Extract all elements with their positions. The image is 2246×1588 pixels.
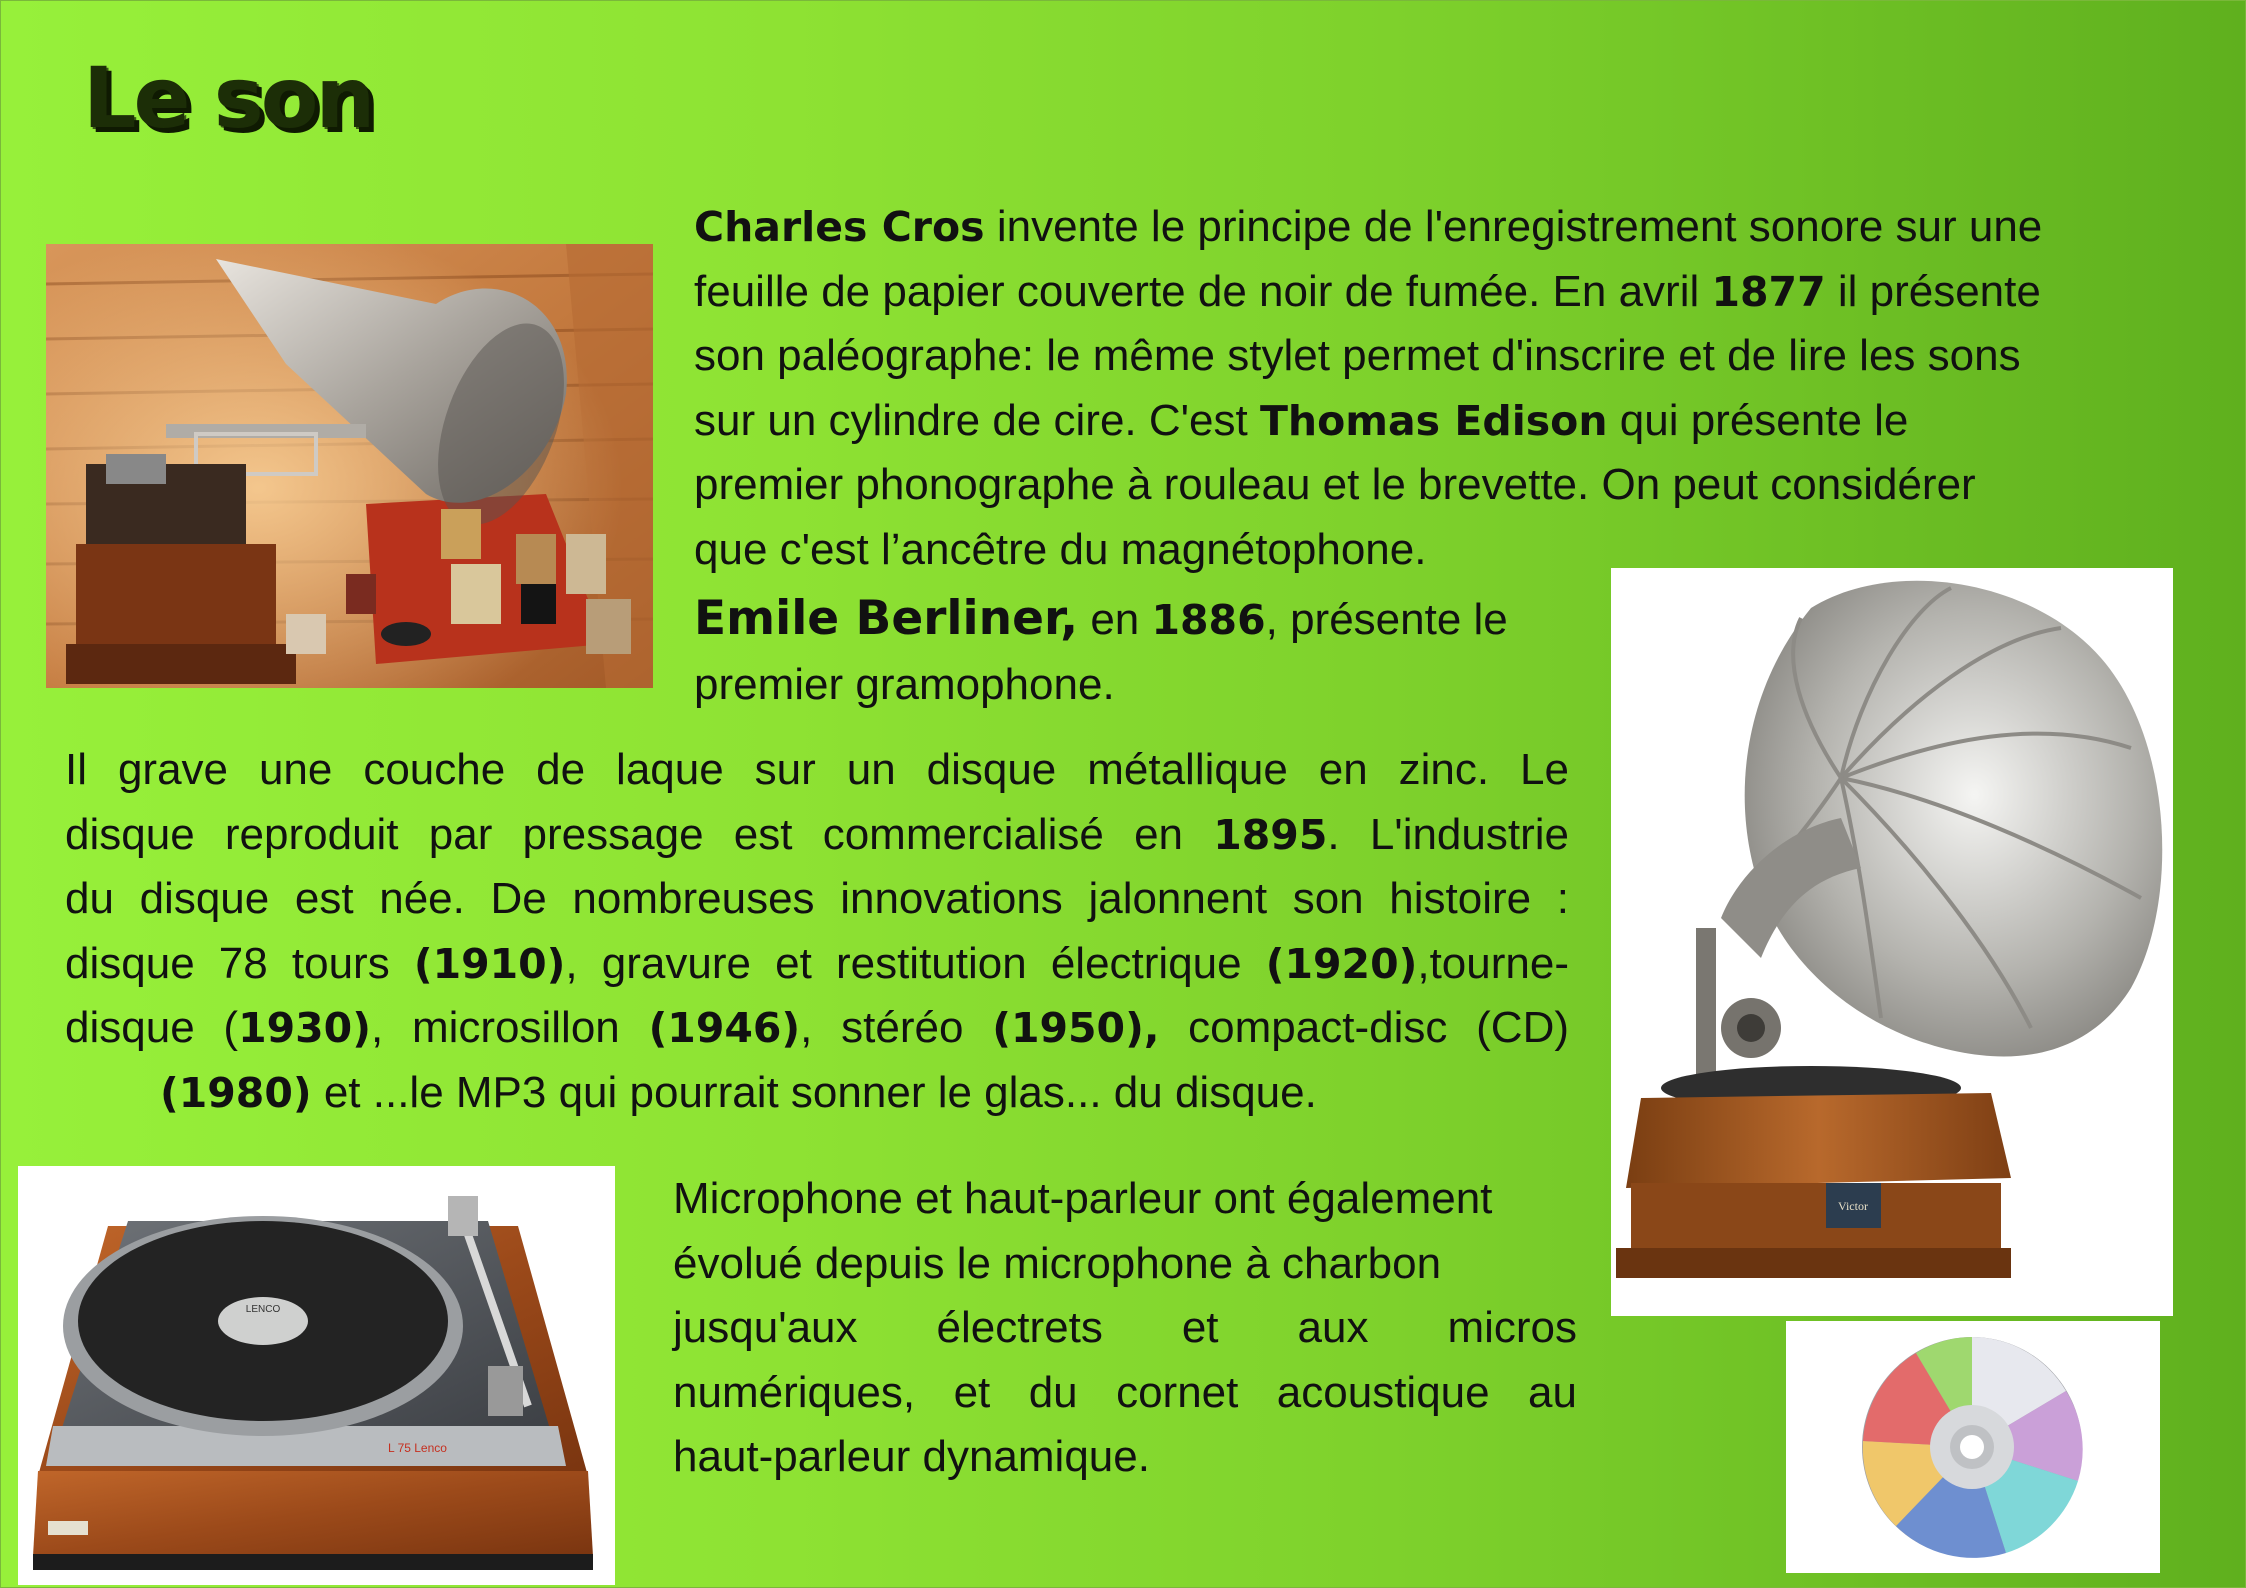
line: premier phonographe à rouleau et le brevette. On peut considérer — [694, 460, 1976, 509]
paragraph-disque — [65, 738, 1569, 1125]
name-emile-berliner: Emile Berliner, — [694, 591, 1079, 646]
year-1877: 1877 — [1711, 267, 1826, 316]
line: Charles Cros invente le principe de l'enregistrement sonore sur une — [694, 202, 2043, 251]
compact-disc-photo — [1786, 1321, 2160, 1573]
line: disque 78 tours (1910), gravure et restitution électrique (1920),tourne- — [65, 938, 1569, 988]
gramophone-photo — [1611, 568, 2173, 1316]
turntable-brand: L 75 Lenco — [388, 1441, 447, 1455]
turntable-photo — [18, 1166, 615, 1585]
line: sur un cylindre de cire. C'est Thomas Edison qui présente le — [694, 395, 1909, 445]
line: évolué depuis le microphone à charbon — [673, 1238, 1442, 1288]
line: du disque est née. De nombreuses innovations jalonnent son histoire : — [65, 874, 1569, 923]
paragraph-microphone — [673, 1167, 1577, 1490]
line: Il grave une couche de laque sur un disque métallique en zinc. Le — [65, 745, 1569, 794]
line: disque reproduit par pressage est commercialisé en 1895. L'industrie — [65, 809, 1569, 859]
gramophone-badge: Victor — [1838, 1199, 1868, 1213]
line: numériques, et du cornet acoustique au — [673, 1367, 1577, 1417]
line: son paléographe: le même stylet permet d'inscrire et de lire les sons — [694, 331, 2021, 380]
line: (1980) et ...le MP3 qui pourrait sonner le glas... du disque. — [160, 1067, 1317, 1117]
name-thomas-edison: Thomas Edison — [1259, 396, 1608, 445]
phonograph-photo — [46, 244, 653, 688]
line: premier gramophone. — [694, 659, 1115, 709]
line: que c'est l’ancêtre du magnétophone. — [694, 524, 1427, 574]
line: disque (1930), microsillon (1946), stéréo (1950), compact-disc (CD) — [65, 1003, 1570, 1052]
line: jusqu'aux électrets et aux micros — [673, 1303, 1577, 1352]
paragraph-emile-berliner — [694, 587, 1508, 717]
year-1886: 1886 — [1151, 596, 1266, 644]
line: haut-parleur dynamique. — [673, 1432, 1150, 1481]
name-charles-cros: Charles Cros — [694, 203, 985, 251]
line: Emile Berliner, en 1886, présente le — [694, 591, 1508, 646]
svg-text:LENCO: LENCO — [245, 1304, 281, 1315]
page-title: Le son — [83, 49, 373, 147]
line: Microphone et haut-parleur ont également — [673, 1174, 1493, 1223]
line: feuille de papier couverte de noir de fumée. En avril 1877 il présente — [694, 266, 2041, 316]
paragraph-charles-cros — [694, 195, 2042, 582]
